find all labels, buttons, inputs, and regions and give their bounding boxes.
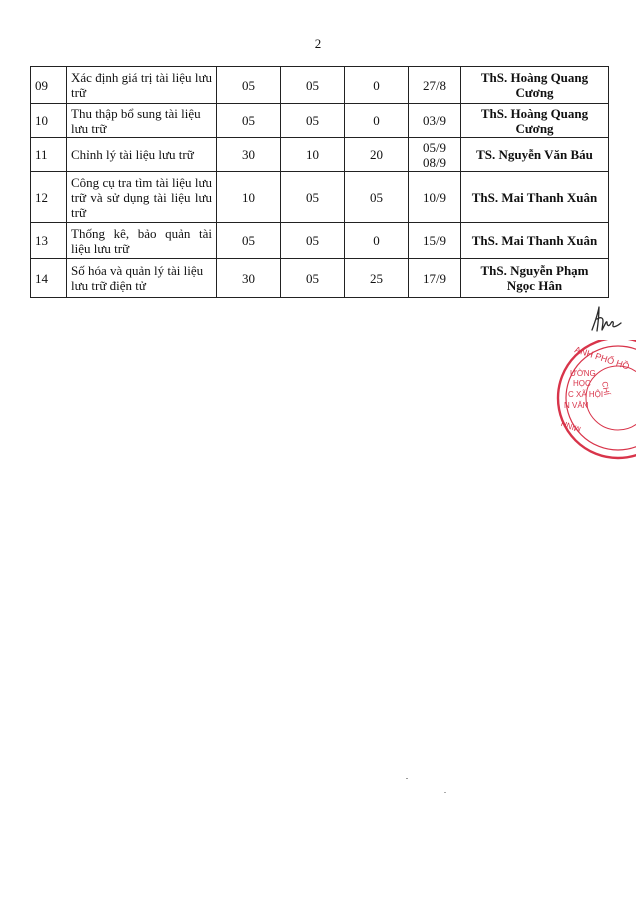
practice-hours-cell: 0 <box>345 67 409 104</box>
practice-hours-cell: 0 <box>345 223 409 259</box>
total-hours-cell: 05 <box>217 223 281 259</box>
row-number: 14 <box>31 259 67 298</box>
seal-text: N VĂN <box>564 401 589 410</box>
date-cell: 15/9 <box>409 223 461 259</box>
table-row <box>31 138 609 172</box>
row-number: 11 <box>31 138 67 172</box>
page-number: 2 <box>314 36 322 51</box>
table-row <box>31 259 609 298</box>
total-hours-cell: 10 <box>217 172 281 223</box>
scan-speck <box>406 778 408 779</box>
theory-hours-cell: 05 <box>281 223 345 259</box>
date-cell: 03/9 <box>409 104 461 138</box>
lecturer-cell: ThS. Nguyễn Phạm Ngọc Hân <box>461 259 609 298</box>
table-row <box>31 223 609 259</box>
seal-text: ƯỜNG <box>570 369 596 378</box>
lecturer-cell: ThS. Mai Thanh Xuân <box>461 172 609 223</box>
table-row <box>31 67 609 104</box>
practice-hours-cell: 0 <box>345 104 409 138</box>
theory-hours-cell: 05 <box>281 259 345 298</box>
subject-cell: Công cụ tra tìm tài liệu lưu trữ và sử dụng tài liệu lưu trữ <box>67 172 217 223</box>
subject-cell: Thống kê, bảo quản tài liệu lưu trữ <box>67 223 217 259</box>
lecturer-cell: ThS. Hoàng Quang Cương <box>461 104 609 138</box>
seal-text: HỌC <box>573 379 591 388</box>
theory-hours-cell: 05 <box>281 104 345 138</box>
subject-cell: Chỉnh lý tài liệu lưu trữ <box>67 138 217 172</box>
theory-hours-cell: 05 <box>281 67 345 104</box>
total-hours-cell: 30 <box>217 138 281 172</box>
date-cell: 10/9 <box>409 172 461 223</box>
row-number: 10 <box>31 104 67 138</box>
seal-text: ANH PHỐ HỒ <box>573 344 631 372</box>
seal-graphic <box>540 340 636 460</box>
seal-text: CHÍ <box>600 380 612 396</box>
handwritten-signature <box>588 304 624 334</box>
total-hours-cell: 05 <box>217 104 281 138</box>
subject-cell: Thu thập bổ sung tài liệu lưu trữ <box>67 104 217 138</box>
date-cell: 05/9 08/9 <box>409 138 461 172</box>
row-number: 12 <box>31 172 67 223</box>
scan-speck <box>444 792 446 793</box>
date-cell: 27/8 <box>409 67 461 104</box>
table-row <box>31 172 609 223</box>
course-schedule-table <box>30 66 609 298</box>
lecturer-cell: ThS. Mai Thanh Xuân <box>461 223 609 259</box>
table-row <box>31 104 609 138</box>
seal-text: C XÃ HỘI <box>568 390 604 399</box>
total-hours-cell: 30 <box>217 259 281 298</box>
seal-text: MINH <box>559 418 583 434</box>
subject-cell: Số hóa và quản lý tài liệu lưu trữ điện tử <box>67 259 217 298</box>
practice-hours-cell: 25 <box>345 259 409 298</box>
lecturer-cell: TS. Nguyễn Văn Báu <box>461 138 609 172</box>
practice-hours-cell: 20 <box>345 138 409 172</box>
theory-hours-cell: 05 <box>281 172 345 223</box>
subject-cell: Xác định giá trị tài liệu lưu trữ <box>67 67 217 104</box>
total-hours-cell: 05 <box>217 67 281 104</box>
theory-hours-cell: 10 <box>281 138 345 172</box>
lecturer-cell: ThS. Hoàng Quang Cương <box>461 67 609 104</box>
official-seal <box>540 340 636 460</box>
practice-hours-cell: 05 <box>345 172 409 223</box>
row-number: 13 <box>31 223 67 259</box>
date-cell: 17/9 <box>409 259 461 298</box>
row-number: 09 <box>31 67 67 104</box>
